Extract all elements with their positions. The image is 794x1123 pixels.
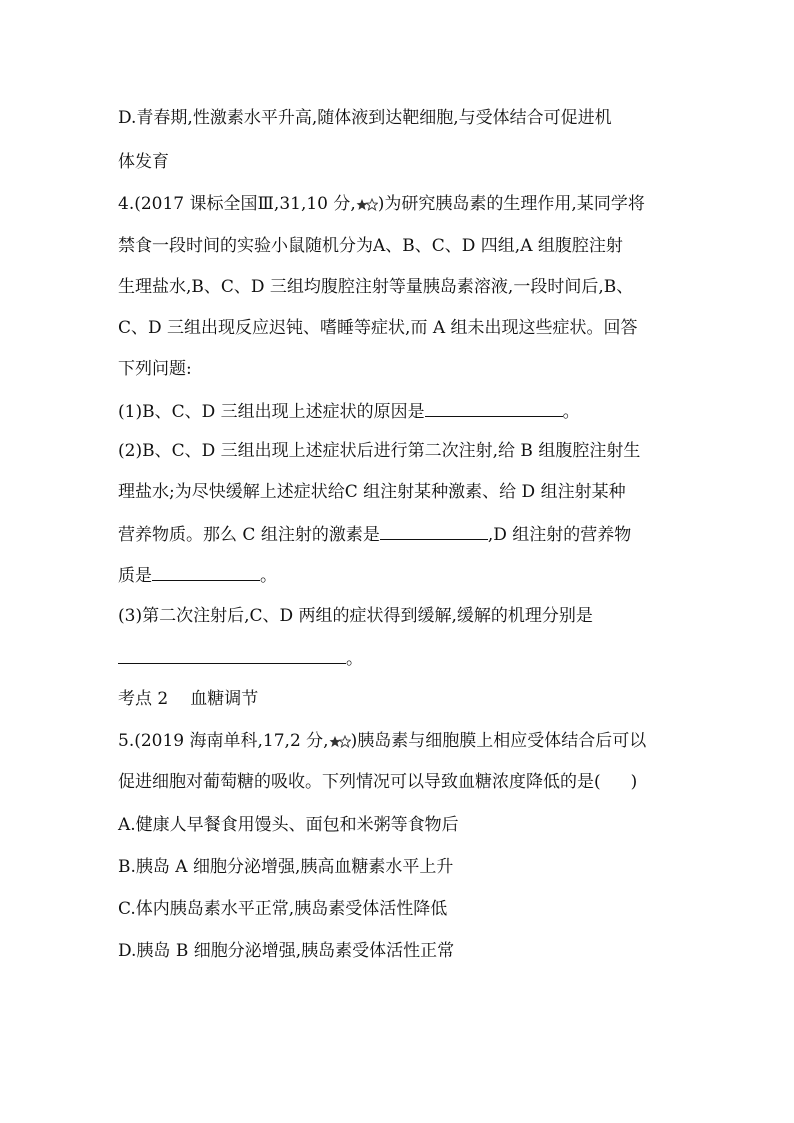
q4-part2-hormone-blank[interactable] (380, 521, 488, 540)
q4-part1 (118, 398, 580, 424)
q4-stem-line4: C、D 三组出现反应迟钝、嗜睡等症状,而 A 组未出现这些症状。回答 (118, 318, 638, 338)
q5-stem-text2: 促进细胞对葡萄糖的吸收。下列情况可以导致血糖浓度降低的是( (118, 772, 601, 792)
section-label: 考点 2 (118, 689, 169, 709)
q3-option-d-line1: D.青春期,性激素水平升高,随体液到达靶细胞,与受体结合可促进机 (118, 108, 612, 128)
q4-stem-line3: 生理盐水,B、C、D 三组均腹腔注射等量胰岛素溶液,一段时间后,B、 (118, 277, 634, 297)
q5-answer-paren: ) (630, 772, 638, 792)
q4-stem-line1 (118, 192, 645, 216)
q4-part3-answer-blank[interactable] (118, 645, 346, 664)
q4-part1-text: (1)B、C、D 三组出现上述症状的原因是 (118, 402, 425, 422)
q4-part2-text3: 质是 (118, 566, 152, 586)
q5-option-b[interactable]: B.胰岛 A 细胞分泌增强,胰高血糖素水平上升 (118, 857, 454, 877)
q4-part2-text: 营养物质。那么 C 组注射的激素是 (118, 525, 380, 545)
difficulty-stars-icon (329, 735, 351, 749)
q4-source: 4.(2017 课标全国Ⅲ,31,10 分, (118, 194, 356, 214)
q4-part2-line3 (118, 521, 631, 547)
q4-part2-line1: (2)B、C、D 三组出现上述症状后进行第二次注射,给 B 组腹腔注射生 (118, 441, 641, 461)
q5-stem-text: )胰岛素与细胞膜上相应受体结合后可以 (350, 731, 647, 751)
q5-option-d[interactable]: D.胰岛 B 细胞分泌增强,胰岛素受体活性正常 (118, 941, 455, 961)
q4-stem-line2: 禁食一段时间的实验小鼠随机分为A、B、C、D 四组,A 组腹腔注射 (118, 236, 623, 256)
q5-stem-line2 (118, 770, 637, 794)
q4-part1-end: 。 (562, 402, 580, 422)
q4-part2-text2: ,D 组注射的营养物 (487, 525, 632, 545)
q5-stem-line1 (118, 729, 646, 753)
q4-part3-line2 (118, 645, 363, 671)
section-title: 血糖调节 (190, 689, 259, 709)
q4-stem-text: )为研究胰岛素的生理作用,某同学将 (377, 194, 645, 214)
q4-part2-line4 (118, 562, 277, 588)
q5-source: 5.(2019 海南单科,17,2 分, (118, 731, 329, 751)
q4-part3-line1: (3)第二次注射后,C、D 两组的症状得到缓解,缓解的机理分别是 (118, 606, 593, 626)
q4-part3-end: 。 (346, 649, 363, 669)
q4-stem-line5: 下列问题: (118, 359, 192, 379)
q5-option-a[interactable]: A.健康人早餐食用馒头、面包和米粥等食物后 (118, 815, 459, 835)
section-heading (118, 687, 258, 711)
q4-part2-nutrient-blank[interactable] (152, 562, 260, 581)
difficulty-stars-icon (356, 198, 378, 212)
q5-option-c[interactable]: C.体内胰岛素水平正常,胰岛素受体活性降低 (118, 899, 448, 919)
q4-part1-answer-blank[interactable] (425, 398, 563, 417)
q4-part2-line2: 理盐水;为尽快缓解上述症状给C 组注射某种激素、给 D 组注射某种 (118, 482, 626, 502)
q4-part2-end: 。 (260, 566, 277, 586)
q3-option-d-line2: 体发育 (118, 152, 169, 172)
